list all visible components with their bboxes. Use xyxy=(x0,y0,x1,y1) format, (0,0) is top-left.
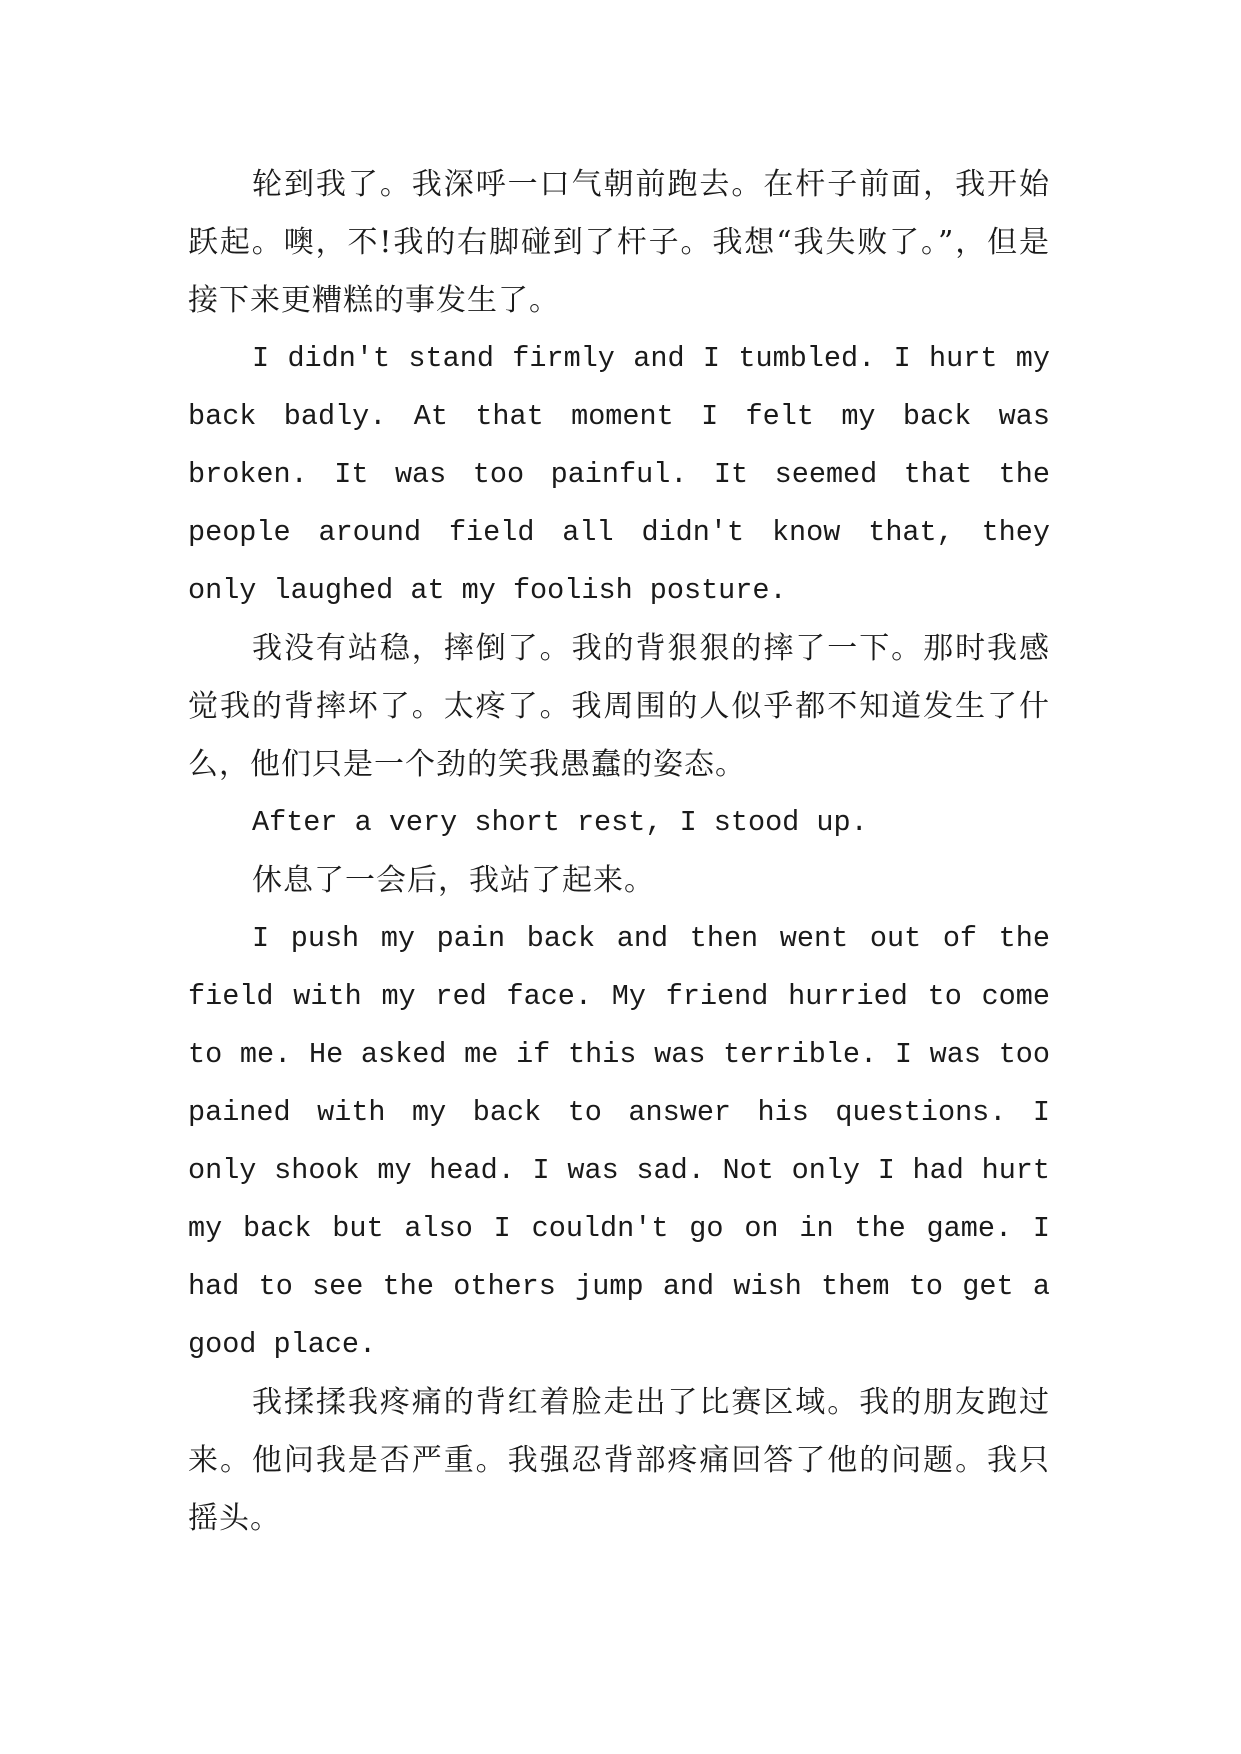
paragraph-en-1: I didn't stand firmly and I tumbled. I hurt my back badly. At that moment I felt my back was broken. It was too painful. It seemed that the people around field all didn't know that, they only laughed at my foolish posture. xyxy=(188,342,1050,607)
paragraph-en-2: After a very short rest, I stood up. xyxy=(252,806,868,839)
paragraph-zh-2: 我没有站稳，摔倒了。我的背狠狠的摔了一下。那时我感觉我的背摔坏了。太疼了。我周围的人似乎都不知道发生了什么，他们只是一个劲的笑我愚蠢的姿态。 xyxy=(188,631,1050,782)
document-body xyxy=(188,156,1050,1548)
paragraph-zh-1: 轮到我了。我深呼一口气朝前跑去。在杆子前面，我开始跃起。噢，不!我的右脚碰到了杆子。我想“我失败了。”，但是接下来更糟糕的事发生了。 xyxy=(188,167,1050,318)
paragraph-en-3: I push my pain back and then went out of the field with my red face. My friend hurried to come to me. He asked me if this was terrible. I was too pained with my back to answer his questions. I only shook my head. I was sad. Not only I had hurt my back but also I couldn't go on in the game. I had to see the others jump and wish them to get a good place. xyxy=(188,922,1050,1361)
paragraph-zh-3: 休息了一会后，我站了起来。 xyxy=(252,863,655,898)
paragraph-zh-4: 我揉揉我疼痛的背红着脸走出了比赛区域。我的朋友跑过来。他问我是否严重。我强忍背部疼痛回答了他的问题。我只摇头。 xyxy=(188,1385,1050,1536)
